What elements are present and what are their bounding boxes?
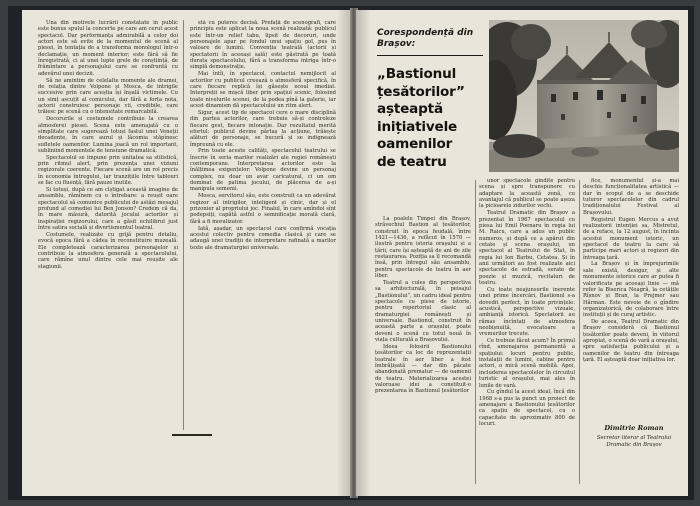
right-page bbox=[356, 10, 688, 496]
book-spread bbox=[8, 6, 694, 500]
article-title bbox=[377, 66, 483, 171]
paragraph: La Brașov și în împrejurimile sale există, desigur, și alte monumente istorice care ar putea fi valorificate pe aceeași linie — mă refer la Biserica Neagră, la cetățile Rîșnov și Bran, la Prejmer sau Hărman. Este nevoie de o gîndire organizatorică, de colaborare între instituții și de curaj artistic. bbox=[583, 261, 679, 319]
headline-block bbox=[377, 28, 483, 218]
author-name: Dimitrie Roman bbox=[604, 424, 664, 432]
spine-shadow bbox=[337, 10, 351, 496]
paragraph: Iată, așadar, un spectacol care confirmă vocația acestui colectiv pentru comedia clasică și care se adaugă unei tradiții de interpretare rafinată a marilor texte ale dramaturgiei universale. bbox=[190, 225, 336, 251]
right-page-column-2 bbox=[479, 178, 575, 486]
paragraph: Cu toate neajunsurile inerente unei prime încercări, Bastionul s-a dovedit perfect, în toate privințele: acustică, perspective vizuale, ambianță istorică. Spectatorii au rămas încîntați de atmosfera neobișnuită, evocatoare a vremurilor trecute. bbox=[479, 286, 575, 338]
article-end-rule bbox=[172, 434, 212, 436]
paragraph: Cu gîndul la acest ideal, încă din 1968 s-a pus la punct un proiect de amenajare a Bastionului țesătorilor ca spațiu de spectacol, cu o capacitate de aproximativ 800 de locuri. bbox=[479, 389, 575, 428]
title-line: de teatru bbox=[377, 153, 447, 170]
paragraph: De aceea, Teatrul Dramatic din Brașov consideră că Bastionul țesătorilor poate deveni, în viitorul apropiat, o scenă de vară a orașului, spre satisfacția publicului și a oamenilor de teatru din întreaga țară. El așteaptă doar inițiativa lor. bbox=[583, 319, 679, 364]
right-page-column-1 bbox=[375, 216, 471, 486]
section-rubric: Corespondență din Brașov: bbox=[377, 28, 483, 56]
paragraph: Una din motivele lucrării constatate în public este bonus spulul la concerte pe care am cerut acest spectacol. Dar performanța admirabilă a celor doi actori este să evite de la momentul de scenă al piesei, în tentația de a transforma monologul într-o declamație, un moment interior; este fără să fie înregistrată, ci al unei lupte grele de conștiință, de frămîntare a personajului care se confruntă cu adevărul unei decizii. bbox=[38, 20, 178, 77]
paragraph: Costumele, realizate cu grijă pentru detaliu, evocă epoca fără a cădea în reconstituire muzeală. Ele completează caracterizarea personajelor și contribuie la atmosfera generală a spectacolului, care rămîne unul dintre cele mai reușite ale stagiunii. bbox=[38, 231, 178, 270]
paragraph: fice, monumentul și-a mai deschis funcționalitatea artistică — dar în scopul de a se deschide tuturor spectacolelor din cadrul tradiționalului Festival al Brașovului. bbox=[583, 178, 679, 216]
title-line: oamenilor bbox=[377, 136, 453, 152]
paragraph: unor spectacole gîndite pentru scena și spre transpunere cu adaptare la această zonă, cu avantajul că publicul se poate așeza la picioarele zidurilor vechi. bbox=[479, 178, 575, 210]
title-line: inițiativele bbox=[377, 118, 458, 135]
paragraph: Ideea folosirii Bastionului țesătorilor ca loc de reprezentații teatrale în aer liber a fost îmbrățișată — dar din păcate abandonată prematur — de oamenii de teatru. Materializarea acestei valoroase idei a constituit-o prezentarea în Bastionul țesătorilor bbox=[375, 343, 471, 395]
right-page-column-3 bbox=[583, 178, 679, 414]
spine-shadow bbox=[357, 10, 371, 496]
column-rule bbox=[579, 180, 580, 484]
paragraph: Ce trebuie făcut acum? În primul rînd, amenajarea permanentă a spațiului: locuri pentru public, instalații de lumini, cabine pentru actori, o mică scenă mobilă. Apoi, includerea spectacolelor în circuitul turistic al orașului, mai ales în lunile de vară. bbox=[479, 338, 575, 389]
author-role: Secretar literar al Teatrului Dramatic din Brașov bbox=[596, 435, 672, 448]
left-page-column-2 bbox=[190, 20, 336, 436]
paragraph: Registrul Eugen Mercus a avut realizatorii intenției sa, Mistretul, de a reface, la 12 august, în incinta acestui monument istoric, un spectacol de teatru la care să participe mari actori și regizori din întreaga țară. bbox=[583, 216, 679, 261]
paragraph: La poalele Tîmpei din Brașov, străvechiul Bastion al țesătorilor, construit în epoca feudală, între 1421—1436, a refăcut în 1570 — ilustră pentru istoria orașului și a țării, care își așteaptă de ani de zile restaurarea. Poziția sa îl recomandă însă, prin întregul său ansamblu, pentru spectacole de teatru în aer liber. bbox=[375, 216, 471, 280]
paragraph: Teatrul a cules din perspectiva sa arhitecturală, în peisajul „Bastionului”, un cadru ideal pentru spectacole cu piese de istorie, pentru repertoriul clasic al dramaturgiei românești și universale. Bastionul, construit în această parte a orașului, poate deveni o scenă cu totul nouă în viața culturală a Brașovului. bbox=[375, 279, 471, 344]
title-line: așteaptă bbox=[377, 101, 443, 117]
bastion-photo bbox=[489, 20, 679, 172]
paragraph: Decorurile și costumele contribuie la crearea atmosferei piesei. Scena este amenajată cu o simplitate care sugerează totuși fastul unei Veneții decadente, în care aurul și lăcomia stăpînesc sufletele oamenilor. Lumina joacă un rol important, subliniind momentele de tensiune dramatică. bbox=[38, 116, 178, 154]
paragraph: Teatrul Dramatic din Brașov a prezentat în 1967 spectacolul cu piesa lui Emil Poenaru în regia lui M. Raicu, care a adus un public numeros, și după ce a apărut din cetate și scena orașului, un spectacol al Teatrului de Stat, în regia lui Ion Barbu, Cetatea. Și în anii următori au fost realizate aici spectacole de estradă, serate de poezie și muzică, recitaluri de teatru. bbox=[479, 210, 575, 286]
paragraph: Sigur, acest tip de spectacol cere o mare disciplină din partea actorilor, care trebuie să-și controleze fiecare gest, fiecare intonație. Dar rezultatul merită efortul: publicul devine părtaș la acțiune, trăiește alături de personaje, se bucură și se indignează împreună cu ele. bbox=[190, 109, 336, 148]
column-rule bbox=[183, 20, 184, 430]
paragraph: Mosca, servitorul său, este construit ca un adevărat regizor al intrigilor, inteligent și cinic, dar și el prizonier al propriului joc. Finalul, în care amîndoi sînt pedepsiți, capătă astfel o semnificație morală clară, fără a fi moralizator. bbox=[190, 193, 336, 225]
paragraph: Prin toate aceste calități, spectacolul teatrului se înscrie în seria marilor realizări ale regiei românești contemporane. Interpretarea actorilor este la înălțimea exigențelor: Volpone devine un personaj complex, nu doar un avar caricatural, ci un om dominat de patima jocului, de plăcerea de a-și manipula semenii. bbox=[190, 148, 336, 193]
paragraph: Si totuși, după ce am cîștigat această imagine de ansamblu, rămînem cu o întrebare: a reușit oare spectacolul să comunice publicului de astăzi mesajul profund al comediei lui Ben Jonson? Credem că da, în mare măsură, datorită jocului actorilor și inspirației regizorului, care a găsit echilibrul just între satira socială și divertismentul teatral. bbox=[38, 186, 178, 231]
left-page bbox=[22, 10, 352, 496]
paragraph: Mai întîi, în spectacol, contactul nemijlocit al actorilor cu publicul creează o atmosferă specifică, în care fiecare replică își găsește ecoul imediat. Interpreții se mișcă liber prin spațiul scenic, folosind toate nivelurile scenei, de la podea pînă la galerie, iar acest dinamism dă spectacolului un ritm alert. bbox=[190, 71, 336, 109]
paragraph: Spectacolul se impune prin unitatea sa stilistică, prin ritmul alert, prin prezența unei viziuni regizorale coerente. Fiecare scenă are un rol precis în economia întregului, iar tranzițiile între tablouri se fac cu fluență, fără pauze inutile. bbox=[38, 154, 178, 187]
author-signature bbox=[589, 424, 679, 448]
title-line: țesătorilor” bbox=[377, 83, 465, 100]
column-rule bbox=[475, 180, 476, 484]
title-line: „Bastionul bbox=[377, 66, 457, 82]
paragraph: stă cu puteres decisă. Prefață de scenografi, care principiu este aplicat la noua scenă realizată: publicul este într-un relief tabu, lipsit de decoruri, unde personajele apar pe fondul unui spațiu gol, pus în valoare de lumini. Convenția teatrală (actorii și spectatorii în aceeași sală) este păstrată pe toată durata spectacolului, fără a transforma intriga într-o simplă demonstrație. bbox=[190, 20, 336, 71]
left-page-column-1 bbox=[38, 20, 178, 430]
paragraph: Să ne amintim de celelalte momente ale dramei, de relația dintre Volpone și Mosca, de intrigile succesive prin care aceștia își înșală victimele. Cu un simț ascuțit al comicului, dar fără a forța nota, actorii construiesc personaje vii, credibile, care trăiesc pe scenă cu o intensitate remarcabilă. bbox=[38, 77, 178, 116]
bastion-photo-illustration bbox=[489, 20, 679, 172]
